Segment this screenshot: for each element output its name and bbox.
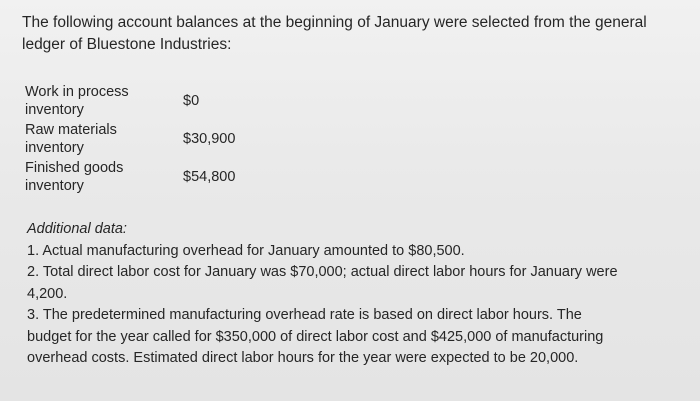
balance-label — [25, 83, 155, 119]
balance-value: $0 — [183, 93, 200, 109]
balance-row-work-in-process — [25, 83, 285, 121]
balance-label-line1: Raw materials — [25, 122, 117, 138]
additional-data-item-2: 2. Total direct labor cost for January was $70,000; actual direct labor hours for January were 4,200. — [27, 264, 618, 302]
balance-value: $30,900 — [183, 131, 236, 147]
balance-row-finished-goods — [25, 159, 285, 197]
additional-data-section — [27, 219, 627, 370]
balance-label-line2: inventory — [25, 102, 84, 118]
additional-data-item-3: 3. The predetermined manufacturing overhead rate is based on direct labor hours. The budget for the year called for $350,000 of direct labor cost and $425,000 of manufacturing overhead costs. Estimated direct labor hours for the year were expected to be 20,000. — [27, 307, 604, 366]
balance-row-raw-materials — [25, 121, 285, 159]
additional-data-item-1: 1. Actual manufacturing overhead for January amounted to $80,500. — [27, 242, 465, 259]
balance-label-line2: inventory — [25, 178, 84, 194]
balance-value: $54,800 — [183, 169, 236, 185]
balance-label — [25, 159, 155, 195]
balance-label-line2: inventory — [25, 140, 84, 156]
account-balances-table — [25, 83, 285, 197]
balance-label-line1: Work in process — [25, 84, 129, 100]
balance-label-line1: Finished goods — [25, 160, 124, 176]
intro-paragraph: The following account balances at the beginning of January were selected from the general ledger of Bluestone Industries: — [22, 14, 647, 53]
additional-data-heading: Additional data: — [27, 221, 127, 237]
balance-label — [25, 121, 155, 157]
